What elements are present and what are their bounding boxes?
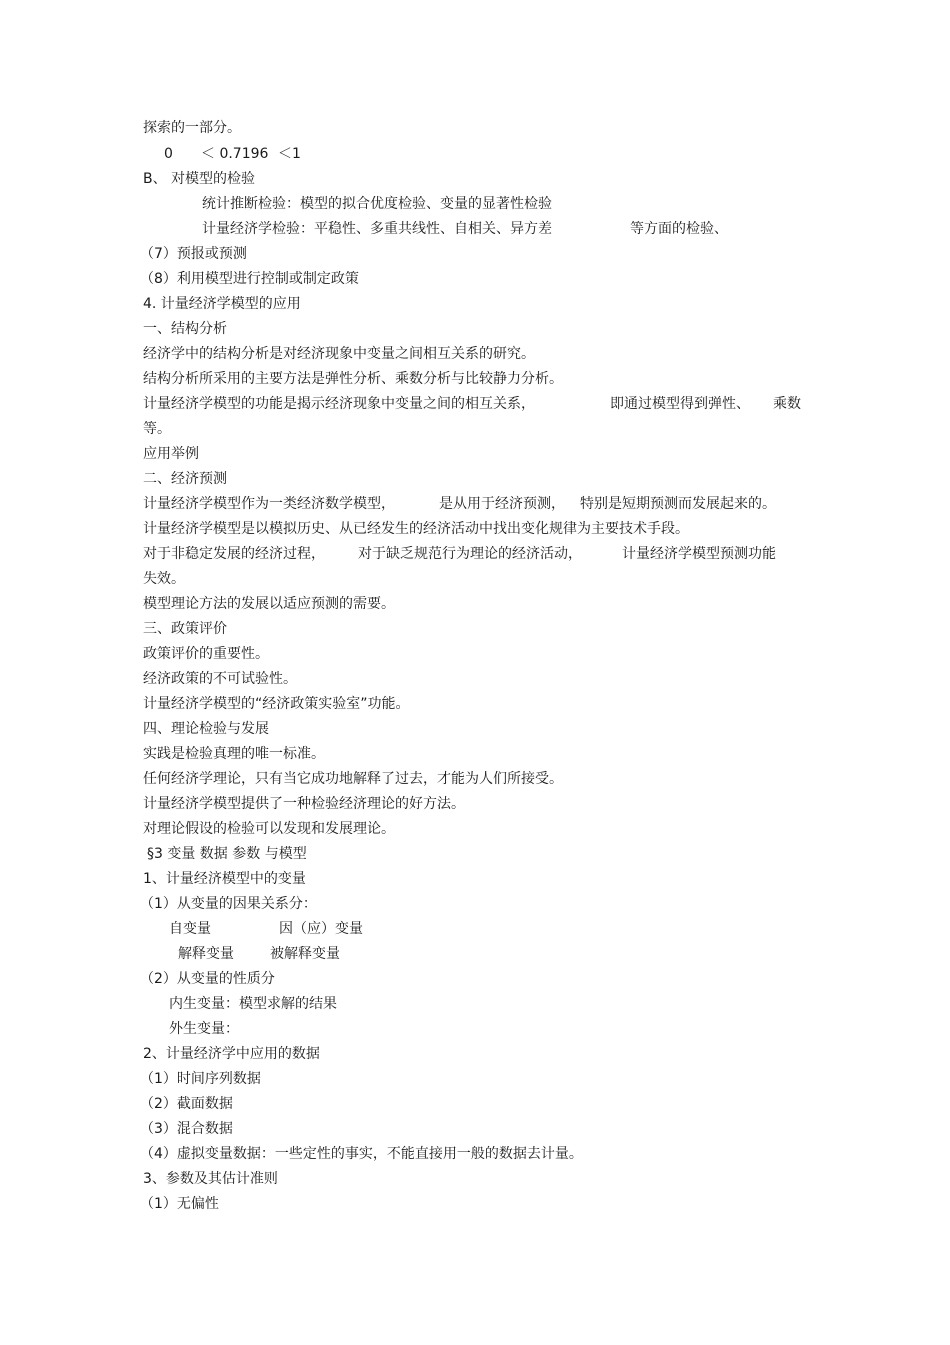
text-segment: 等。	[143, 421, 171, 437]
text-segment: 4. 计量经济学模型的应用	[143, 296, 301, 312]
text-segment: 二、经济预测	[143, 471, 227, 487]
text-segment: 四、理论检验与发展	[143, 721, 269, 737]
text-segment: 一、结构分析	[143, 321, 227, 337]
text-segment: 探索的一部分。	[143, 120, 241, 136]
text-segment: 1、计量经济模型中的变量	[143, 871, 306, 887]
text-segment: 特别是短期预测而发展起来的。	[580, 496, 776, 512]
text-segment: （7）预报或预测	[140, 246, 247, 262]
text-segment: 计量经济学模型作为一类经济数学模型，	[143, 496, 395, 512]
text-segment: （3）混合数据	[140, 1121, 233, 1137]
text-segment: 计量经济学模型预测功能	[622, 546, 776, 562]
text-segment: 对于非稳定发展的经济过程，	[143, 546, 325, 562]
text-segment: （4）虚拟变量数据：一些定性的事实，不能直接用一般的数据去计量。	[140, 1146, 583, 1162]
text-segment: 计量经济学模型的“经济政策实验室”功能。	[143, 696, 410, 712]
text-segment: 经济政策的不可试验性。	[143, 671, 297, 687]
text-segment: 计量经济学检验：平稳性、多重共线性、自相关、异方差	[202, 221, 552, 237]
text-segment: 是从用于经济预测，	[439, 496, 565, 512]
text-segment: （1）从变量的因果关系分：	[140, 896, 317, 912]
text-segment: 乘数	[773, 396, 801, 412]
text-segment: 3、参数及其估计准则	[143, 1171, 278, 1187]
text-segment: 等方面的检验、	[630, 221, 728, 237]
text-segment: 计量经济学模型提供了一种检验经济理论的好方法。	[143, 796, 465, 812]
text-segment: （1）无偏性	[140, 1196, 219, 1212]
text-segment: 自变量	[169, 921, 211, 937]
text-segment: 模型理论方法的发展以适应预测的需要。	[143, 596, 395, 612]
text-segment: 统计推断检验：模型的拟合优度检验、变量的显著性检验	[202, 196, 552, 212]
text-segment: ＜ 0.7196	[201, 146, 269, 162]
text-segment: 政策评价的重要性。	[143, 646, 269, 662]
text-segment: 0	[164, 146, 173, 162]
text-segment: 外生变量：	[169, 1021, 239, 1037]
text-segment: 三、政策评价	[143, 621, 227, 637]
text-segment: 因（应）变量	[279, 921, 363, 937]
text-segment: 被解释变量	[270, 946, 340, 962]
text-segment: 内生变量：模型求解的结果	[169, 996, 337, 1012]
text-segment: 结构分析所采用的主要方法是弹性分析、乘数分析与比较静力分析。	[143, 371, 563, 387]
text-segment: 实践是检验真理的唯一标准。	[143, 746, 325, 762]
text-segment: 应用举例	[143, 446, 199, 462]
text-segment: 即通过模型得到弹性、	[610, 396, 750, 412]
text-segment: 对理论假设的检验可以发现和发展理论。	[143, 821, 395, 837]
text-segment: 计量经济学模型的功能是揭示经济现象中变量之间的相互关系，	[143, 396, 535, 412]
text-segment: 经济学中的结构分析是对经济现象中变量之间相互关系的研究。	[143, 346, 535, 362]
text-segment: 解释变量	[178, 946, 234, 962]
text-segment: ＜1	[278, 146, 301, 162]
text-segment: 失效。	[143, 571, 185, 587]
text-segment: 计量经济学模型是以模拟历史、从已经发生的经济活动中找出变化规律为主要技术手段。	[143, 521, 689, 537]
text-segment: （2）截面数据	[140, 1096, 233, 1112]
text-segment: B、 对模型的检验	[143, 171, 256, 187]
text-segment: （1）时间序列数据	[140, 1071, 261, 1087]
text-segment: §3 变量 数据 参数 与模型	[147, 846, 307, 862]
text-segment: 2、计量经济学中应用的数据	[143, 1046, 320, 1062]
text-segment: （8）利用模型进行控制或制定政策	[140, 271, 359, 287]
text-segment: 对于缺乏规范行为理论的经济活动，	[358, 546, 582, 562]
text-segment: 任何经济学理论，只有当它成功地解释了过去，才能为人们所接受。	[143, 771, 563, 787]
text-segment: （2）从变量的性质分	[140, 971, 275, 987]
